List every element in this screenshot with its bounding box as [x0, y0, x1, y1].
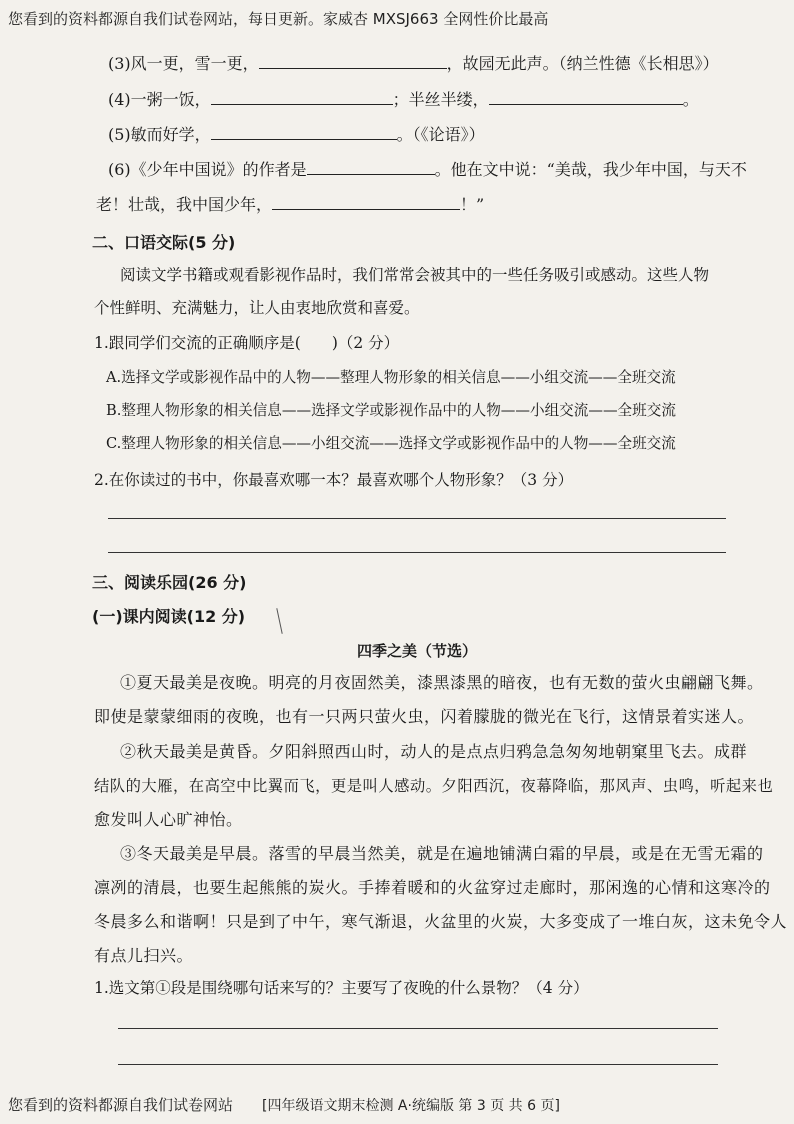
- question-4: [108, 88, 699, 110]
- passage-title: 四季之美（节选）: [357, 642, 478, 660]
- passage-line: 冬晨多么和谐啊！只是到了中午，寒气渐退，火盆里的火炭，大多变成了一堆白灰，这未免令人: [94, 912, 788, 931]
- question-6-text-d: ！”: [460, 195, 485, 214]
- question-3-text-a: (3)风一更，雪一更，: [108, 54, 259, 73]
- question-6: [108, 158, 747, 180]
- intro-line: 阅读文学书籍或观看影视作品时，我们常常会被其中的一些任务吸引或感动。这些人物: [120, 266, 710, 284]
- option-b[interactable]: B.整理人物形象的相关信息——选择文学或影视作品中的人物——小组交流——全班交流: [106, 402, 676, 419]
- question-3-text-b: ，故园无此声。（纳兰性德《长相思》）: [446, 54, 719, 73]
- question-6-text-b: 。他在文中说：“美哉，我少年中国，与天不: [434, 160, 747, 179]
- question-6-text-c: 老！壮哉，我中国少年，: [96, 195, 273, 214]
- watermark-bottom: 您看到的资料都源自我们试卷网站: [8, 1096, 234, 1114]
- passage-line: 有点儿扫兴。: [94, 946, 194, 965]
- option-c[interactable]: C.整理人物形象的相关信息——小组交流——选择文学或影视作品中的人物——全班交流: [106, 435, 676, 452]
- section-heading: 二、口语交际(5 分): [92, 233, 236, 252]
- answer-line[interactable]: [108, 518, 726, 519]
- sub-heading: (一)课内阅读(12 分): [92, 607, 246, 626]
- answer-blank[interactable]: [307, 158, 435, 175]
- question-4-text-c: 。: [682, 90, 699, 109]
- passage-line: 凛冽的清晨，也要生起熊熊的炭火。手捧着暖和的火盆穿过走廊时，那闲逸的心情和这寒冷的: [94, 878, 771, 897]
- answer-blank[interactable]: [272, 193, 460, 210]
- answer-line[interactable]: [108, 552, 726, 553]
- answer-blank[interactable]: [211, 123, 397, 140]
- passage-line: ②秋天最美是黄昏。夕阳斜照西山时，动人的是点点归鸦急急匆匆地朝窠里飞去。成群: [120, 742, 748, 761]
- passage-line: ①夏天最美是夜晚。明亮的月夜固然美，漆黑漆黑的暗夜，也有无数的萤火虫翩翩飞舞。: [120, 673, 764, 692]
- intro-line: 个性鲜明、充满魅力，让人由衷地欣赏和喜爱。: [94, 299, 420, 317]
- question-1: 1.跟同学们交流的正确顺序是( )（2 分）: [94, 334, 400, 352]
- section-heading: 三、阅读乐园(26 分): [92, 573, 247, 592]
- answer-line[interactable]: [118, 1028, 718, 1029]
- question-6-cont: [96, 193, 484, 215]
- question-1: 1.选文第①段是围绕哪句话来写的？主要写了夜晚的什么景物？（4 分）: [94, 979, 589, 997]
- option-a[interactable]: A.选择文学或影视作品中的人物——整理人物形象的相关信息——小组交流——全班交流: [106, 369, 676, 386]
- question-4-text-a: (4)一粥一饭，: [108, 90, 211, 109]
- passage-line: 愈发叫人心旷神怡。: [94, 810, 243, 829]
- scan-mark: [276, 608, 282, 634]
- watermark-top: 您看到的资料都源自我们试卷网站，每日更新。家威杏 MXSJ663 全网性价比最高: [8, 10, 549, 28]
- passage-line: 即使是蒙蒙细雨的夜晚，也有一只两只萤火虫，闪着朦胧的微光在飞行，这情景着实迷人。: [94, 707, 755, 726]
- question-4-text-b: ；半丝半缕，: [392, 90, 489, 109]
- passage-line: ③冬天最美是早晨。落雪的早晨当然美，就是在遍地铺满白霜的早晨，或是在无雪无霜的: [120, 844, 764, 863]
- answer-blank[interactable]: [489, 88, 683, 105]
- question-6-text-a: (6)《少年中国说》的作者是: [108, 160, 307, 179]
- question-5: [108, 123, 485, 145]
- page-footer: [四年级语文期末检测 A·统编版 第 3 页 共 6 页]: [262, 1098, 560, 1114]
- answer-blank[interactable]: [211, 88, 393, 105]
- question-3: [108, 52, 719, 74]
- question-2: 2.在你读过的书中，你最喜欢哪一本？最喜欢哪个人物形象？（3 分）: [94, 471, 574, 489]
- answer-line[interactable]: [118, 1064, 718, 1065]
- question-5-text-a: (5)敏而好学，: [108, 125, 211, 144]
- answer-blank[interactable]: [259, 52, 447, 69]
- passage-line: 结队的大雁，在高空中比翼而飞，更是叫人感动。夕阳西沉，夜幕降临，那风声、虫鸣，听起来也: [94, 777, 774, 795]
- question-5-text-b: 。（《论语》）: [396, 125, 485, 144]
